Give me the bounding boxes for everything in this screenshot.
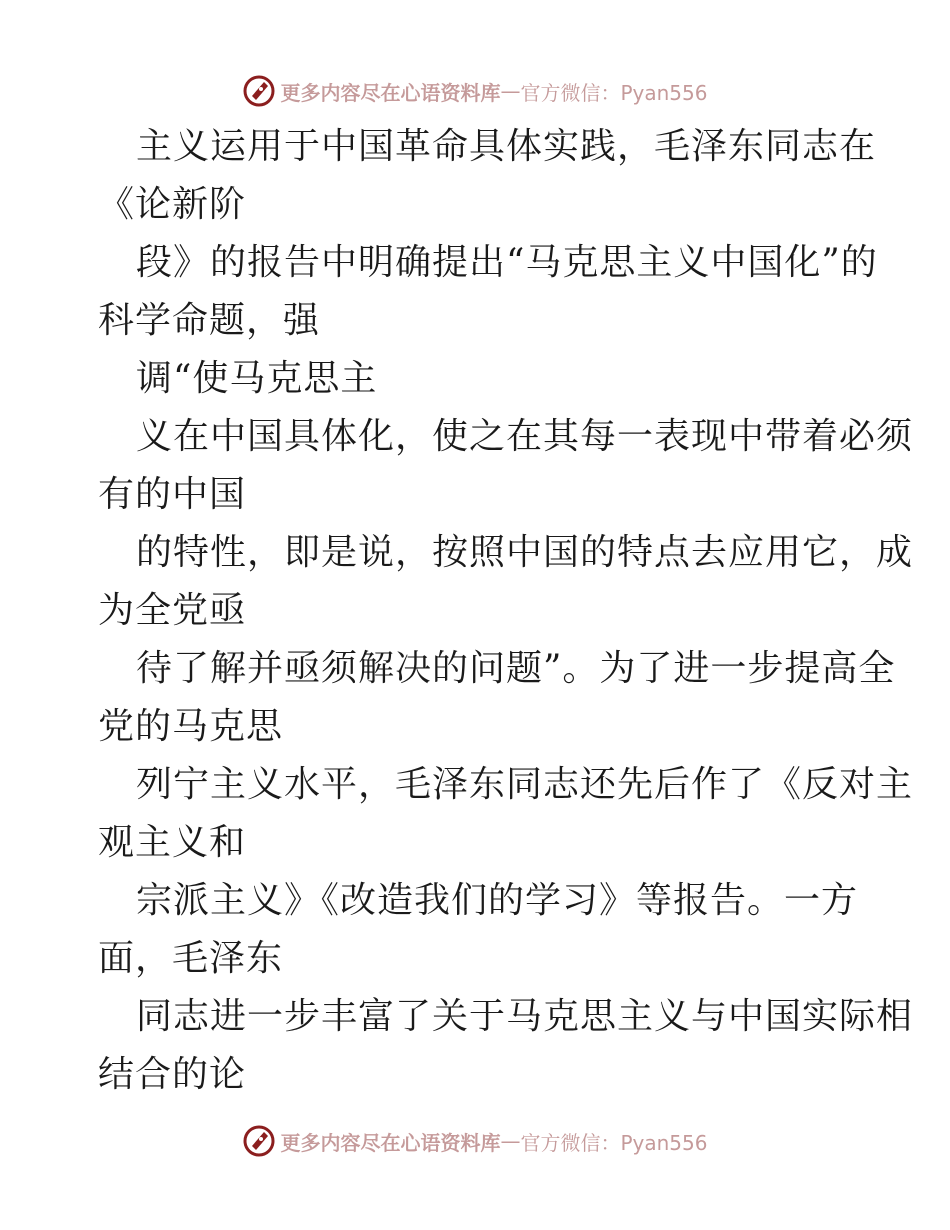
text-line: 义在中国具体化，使之在其每一表现中带着必须 bbox=[136, 416, 914, 457]
text-line: 观主义和 bbox=[98, 822, 247, 863]
pen-nib-logo-icon bbox=[242, 1124, 276, 1158]
banner-wechat-text: 官方微信：Pyan556 bbox=[520, 80, 708, 105]
text-line: 党的马克思 bbox=[98, 706, 284, 747]
pen-nib-logo-icon bbox=[242, 74, 276, 108]
text-line: 段》的报告中明确提出“马克思主义中国化”的 bbox=[136, 242, 878, 283]
text-line: 主义运用于中国革命具体实践，毛泽东同志在 bbox=[136, 126, 877, 167]
banner-main-text: 更多内容尽在心语资料库 bbox=[280, 1130, 501, 1155]
text-line: 结合的论 bbox=[98, 1054, 247, 1095]
banner-wechat-text: 官方微信：Pyan556 bbox=[520, 1130, 708, 1155]
text-line: 调“使马克思主 bbox=[136, 358, 378, 399]
text-line: 待了解并亟须解决的问题”。为了进一步提高全 bbox=[136, 648, 896, 689]
text-line: 列宁主义水平，毛泽东同志还先后作了《反对主 bbox=[136, 764, 914, 805]
text-line: 同志进一步丰富了关于马克思主义与中国实际相 bbox=[136, 996, 914, 1037]
text-line: 有的中国 bbox=[98, 474, 247, 515]
banner-separator: — bbox=[500, 1129, 521, 1153]
banner-separator: — bbox=[500, 79, 521, 103]
text-line: 《论新阶 bbox=[98, 184, 247, 225]
footer-watermark-banner bbox=[0, 1121, 950, 1161]
text-line: 科学命题，强 bbox=[98, 300, 321, 341]
text-line: 宗派主义》《改造我们的学习》等报告。一方 bbox=[136, 880, 859, 921]
banner-main-text: 更多内容尽在心语资料库 bbox=[280, 80, 501, 105]
text-line: 面，毛泽东 bbox=[98, 938, 284, 979]
text-line: 的特性，即是说，按照中国的特点去应用它，成 bbox=[136, 532, 914, 573]
text-line: 为全党亟 bbox=[98, 590, 247, 631]
header-watermark-banner bbox=[0, 71, 950, 111]
document-body bbox=[98, 118, 914, 1104]
